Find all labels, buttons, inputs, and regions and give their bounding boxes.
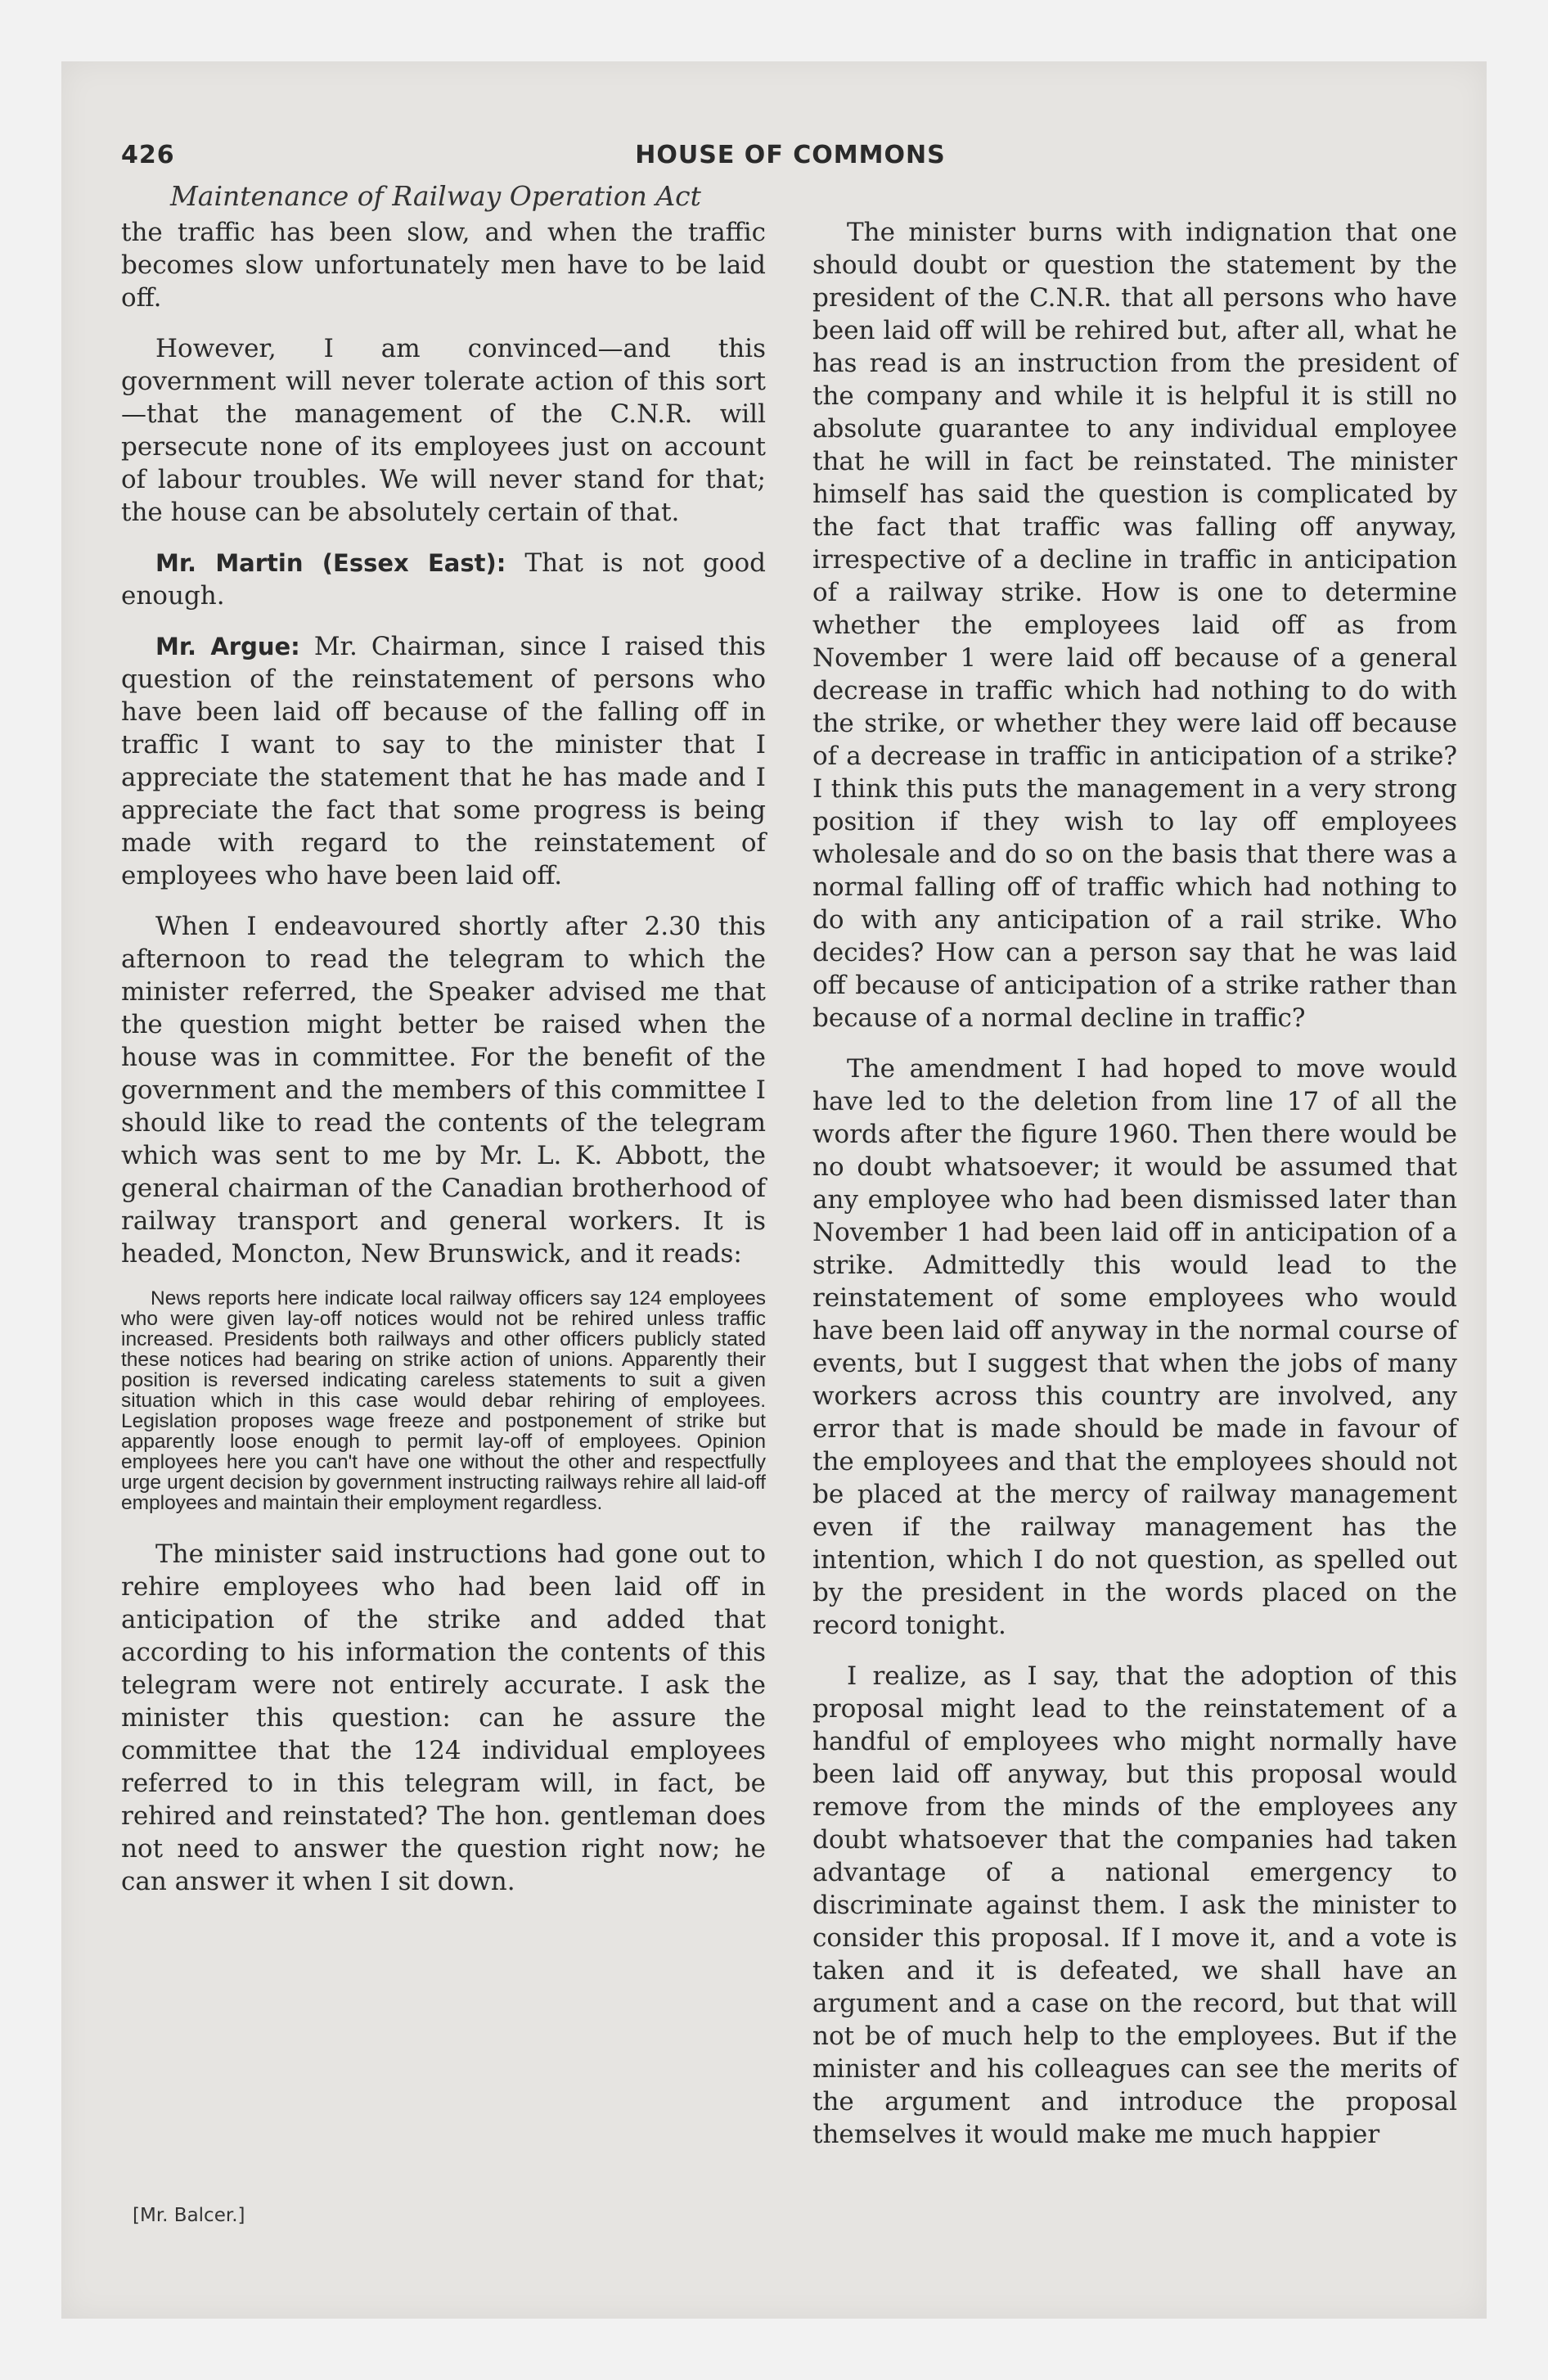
speech-text: That is not good enough. [121, 548, 766, 611]
speech-text: Mr. Chairman, since I raised this question of the reinstatement of persons who have been laid off because of the falling off in traffic I want to say to the minister that I appreciate the statement that he has made and I appreciate the fact that some progress is being made with regard to the reinstatement of employees who have been laid off. [121, 632, 767, 890]
section-subtitle: Maintenance of Railway Operation Act [170, 180, 701, 212]
telegram-quote: News reports here indicate local railway officers say 124 employees who were given lay-off notices would not be rehired unless traffic increased. Presidents both railways and other officers publicly stated these notices had bearing on strike action of unions. Apparently their position is reversed indicating careless statements to suit a given situation which in this case would debar rehiring of employees. Legislation proposes wage freeze and postponement of strike but apparently loose enough to permit lay-off of employees. Opinion employees here you can't have one without the other and respectfully urge urgent decision by government instructing railways rehire all laid-off employees and maintain their employment regardless. [121, 1287, 766, 1514]
left-column [121, 216, 766, 1916]
right-column [812, 216, 1457, 2169]
speech-paragraph [121, 630, 766, 892]
running-title: HOUSE OF COMMONS [635, 141, 946, 169]
paragraph: When I endeavoured shortly after 2.30 this afternoon to read the telegram to which the minister referred, the Speaker advised me that the question might better be raised when the house was in committee. For the benefit of the government and the members of this committee I should like to read the contents of the telegram which was sent to me by Mr. L. K. Abbott, the general chairman of the Canadian brotherhood of railway transport and general workers. It is headed, Moncton, New Brunswick, and it reads: [121, 912, 766, 1269]
footer-speaker-note: [Mr. Balcer.] [133, 2205, 245, 2226]
paragraph: The minister burns with indignation that one should doubt or question the statement by the president of the C.N.R. that all persons who have been laid off will be rehired but, after all, what he has read is an instruction from the president of the company and while it is helpful it is still no absolute guarantee to any individual employee that he will in fact be reinstated. The minister himself has said the question is complicated by the fact that traffic was falling off anyway, irrespective of a decline in traffic in anticipation of a railway strike. How is one to determine whether the employees laid off as from November 1 were laid off because of a general decrease in traffic which had nothing to do with the strike, or whether they were laid off because of a decrease in traffic in anticipation of a strike? I think this puts the management in a very strong position if they wish to lay off employees wholesale and do so on the basis that there was a normal falling off of traffic which had nothing to do with any anticipation of a rail strike. Who decides? How can a person say that he was laid off because of anticipation of a strike rather than because of a normal decline in traffic? [812, 218, 1457, 1033]
paragraph: The amendment I had hoped to move would have led to the deletion from line 17 of all the words after the figure 1960. Then there would be no doubt whatsoever; it would be assumed that any employee who had been dismissed later than November 1 had been laid off in anticipation of a strike. Admittedly this would lead to the reinstatement of some employees who would have been laid off anyway in the normal course of events, but I suggest that when the jobs of many workers across this country are involved, any error that is made should be made in favour of the employees and that the employees should not be placed at the mercy of railway management even if the railway management has the intention, which I do not question, as spelled out by the president in the words placed on the record tonight. [812, 1054, 1457, 1640]
page-header [121, 137, 1460, 180]
paragraph: I realize, as I say, that the adoption of this proposal might lead to the reinstatement of a handful of employees who might normally have been laid off anyway, but this proposal would remove from the minds of the employees any doubt whatsoever that the companies had taken advantage of a national emergency to discriminate against them. I ask the minister to consider this proposal. If I move it, and a vote is taken and it is defeated, we shall have an argument and a case on the record, but that will not be of much help to the employees. But if the minister and his colleagues can see the merits of the argument and introduce the proposal themselves it would make me much happier [812, 1661, 1457, 2149]
speech-paragraph [121, 547, 766, 612]
paragraph: the traffic has been slow, and when the traffic becomes slow unfortunately men have to be laid off. [121, 218, 766, 313]
paragraph: The minister said instructions had gone out to rehire employees who had been laid off in anticipation of the strike and added that according to his information the contents of this telegram were not entirely accurate. I ask the minister this question: can he assure the committee that the 124 individual employees referred to in this telegram will, in fact, be rehired and reinstated? The hon. gentleman does not need to answer the question right now; he can answer it when I sit down. [121, 1539, 766, 1896]
speaker-name: Mr. Martin (Essex East): [155, 549, 506, 577]
page-number: 426 [121, 141, 175, 169]
paragraph: However, I am convinced—and this government will never tolerate action of this sort—that the management of the C.N.R. will persecute none of its employees just on account of labour troubles. We will never stand for that; the house can be absolutely certain of that. [121, 334, 766, 527]
speaker-name: Mr. Argue: [155, 633, 300, 660]
page [121, 137, 1460, 2233]
